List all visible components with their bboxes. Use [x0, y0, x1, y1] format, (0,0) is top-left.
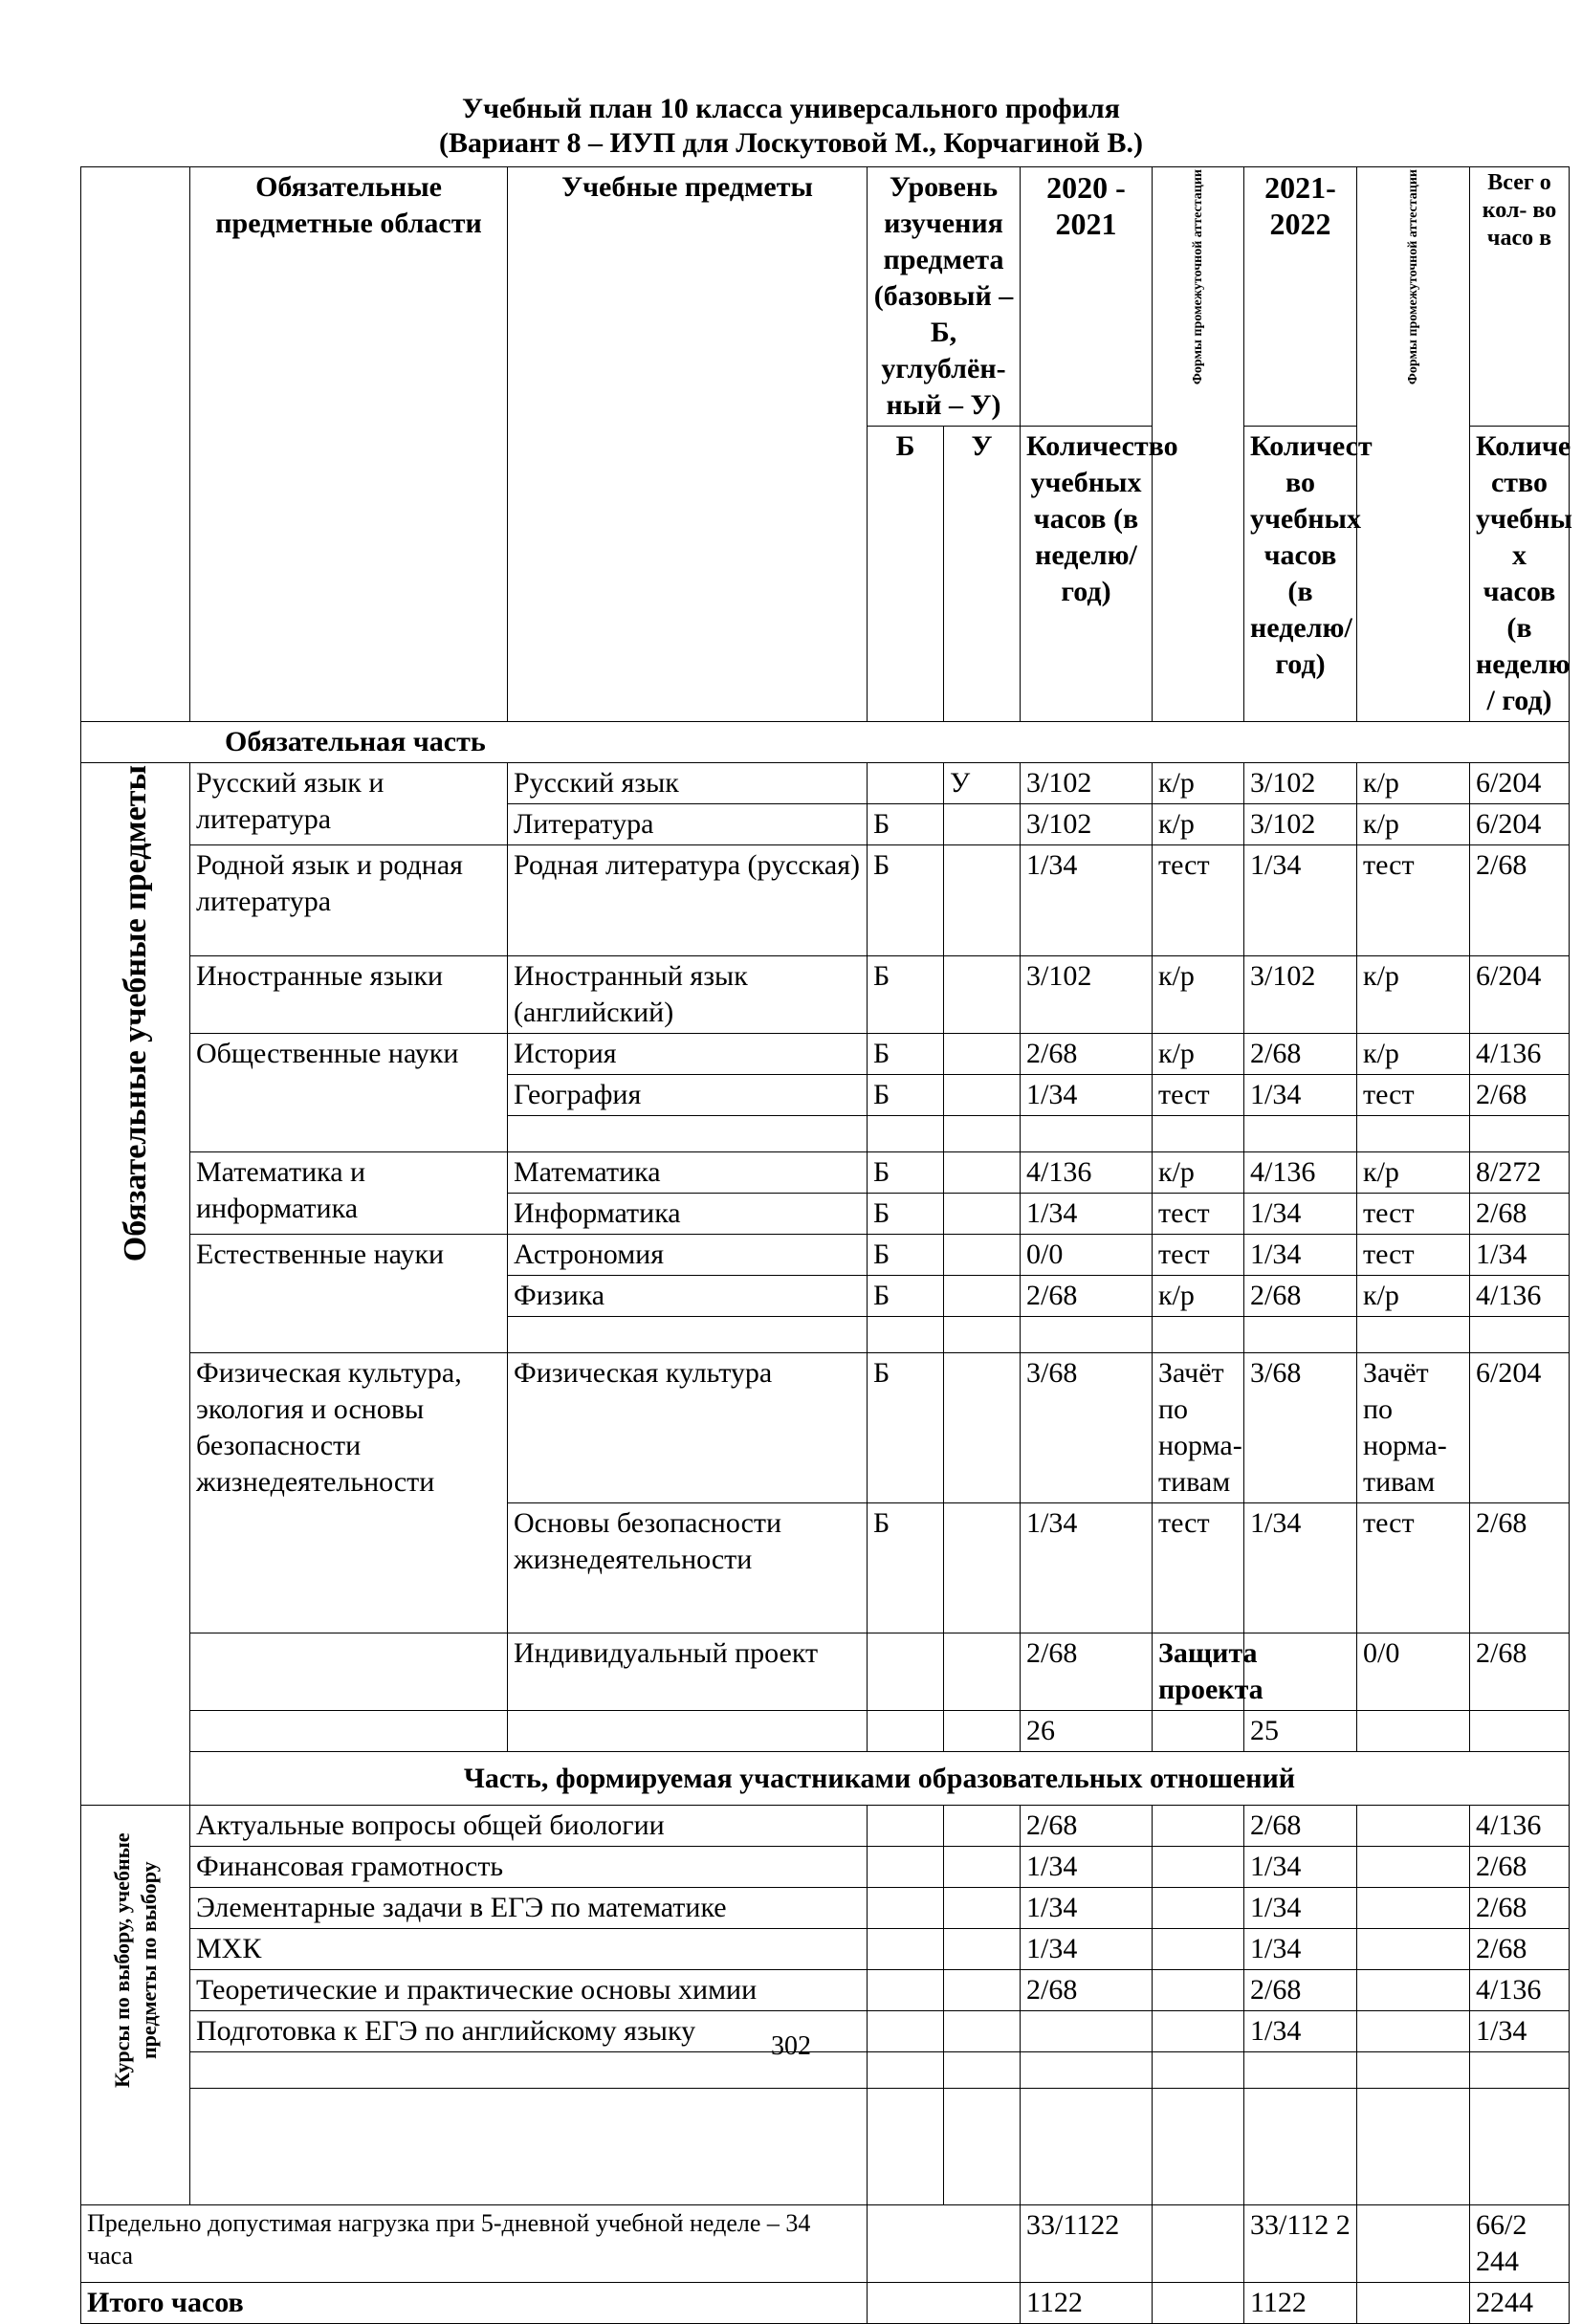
table-row: [81, 845, 1570, 956]
attest-1: Зачёт по норма- тивам: [1153, 1353, 1244, 1503]
elective-total: 1/34: [1470, 2011, 1570, 2052]
elective-total: 2/68: [1470, 1888, 1570, 1929]
section2-title: Часть, формируемая участниками образовательных отношений: [190, 1752, 1570, 1806]
elective-subject: МХК: [190, 1929, 868, 1970]
level-b: Б: [868, 956, 944, 1034]
hours-1: 3/102: [1021, 804, 1153, 845]
attest-1: к/р: [1153, 1152, 1244, 1194]
attest-2: к/р: [1357, 1276, 1470, 1317]
attest-2: к/р: [1357, 956, 1470, 1034]
elective-hours-2: 1/34: [1244, 1888, 1357, 1929]
area-native: Родной язык и родная литература: [190, 845, 508, 956]
page-title: [0, 92, 1582, 161]
header-u: У: [944, 427, 1021, 722]
attest-2: 0/0: [1357, 1633, 1470, 1711]
subject: Физическая культура: [508, 1353, 868, 1503]
attest-1: к/р: [1153, 763, 1244, 804]
page-number: 302: [771, 2031, 811, 2061]
hours-2: 1/34: [1244, 1503, 1357, 1633]
title-line-1: Учебный план 10 класса универсального профиля: [462, 93, 1120, 124]
hours-1: 4/136: [1021, 1152, 1153, 1194]
elective-hours-2: 1/34: [1244, 2011, 1357, 2052]
table-row: [81, 1888, 1570, 1929]
attest-2: тест: [1357, 1235, 1470, 1276]
attest-1: тест: [1153, 845, 1244, 956]
itog-1: 1122: [1021, 2283, 1153, 2324]
section2-vertical-label: [81, 1806, 190, 2205]
subject: Математика: [508, 1152, 868, 1194]
table-row: [81, 1152, 1570, 1194]
level-b: Б: [868, 1353, 944, 1503]
level-u: У: [944, 763, 1021, 804]
level-u: [944, 1503, 1021, 1633]
header-subjects: Учебные предметы: [508, 167, 868, 722]
hours-1: 1/34: [1021, 1075, 1153, 1116]
header-hours-total: Количе ство учебны х часов (в неделю / год): [1470, 427, 1570, 722]
subject: Индивидуальный проект: [508, 1633, 868, 1711]
attest-1: к/р: [1153, 1276, 1244, 1317]
header-areas: Обязательные предметные области: [190, 167, 508, 722]
hours-2: 3/102: [1244, 763, 1357, 804]
subject: Физика: [508, 1276, 868, 1317]
attest-1: к/р: [1153, 1034, 1244, 1075]
header-attest-2: [1357, 167, 1470, 722]
hours-1: 0/0: [1021, 1235, 1153, 1276]
hours-1: 2/68: [1021, 1034, 1153, 1075]
attest-2: Зачёт по норма- тивам: [1357, 1353, 1470, 1503]
hours-total: 6/204: [1470, 763, 1570, 804]
table-row: [81, 1929, 1570, 1970]
level-u: [944, 845, 1021, 956]
hours-total: 2/68: [1470, 1503, 1570, 1633]
header-b: Б: [868, 427, 944, 722]
section2-vertical-text: Курсы по выбору, учебные предметы по выбору: [109, 1832, 161, 2089]
elective-subject: Элементарные задачи в ЕГЭ по математике: [190, 1888, 868, 1929]
table-row: [81, 956, 1570, 1034]
elective-hours-1: 1/34: [1021, 1888, 1153, 1929]
hours-total: 4/136: [1470, 1276, 1570, 1317]
level-u: [944, 1152, 1021, 1194]
hours-total: 1/34: [1470, 1235, 1570, 1276]
subject: География: [508, 1075, 868, 1116]
attest-1: Защита проекта: [1153, 1633, 1244, 1711]
elective-subject: Актуальные вопросы общей биологии: [190, 1806, 868, 1847]
elective-subject: Теоретические и практические основы химии: [190, 1970, 868, 2011]
table-row: [81, 1970, 1570, 2011]
attest-2: к/р: [1357, 763, 1470, 804]
header-year2: 2021- 2022: [1244, 167, 1357, 427]
hours-total: 2/68: [1470, 1075, 1570, 1116]
level-b: Б: [868, 1503, 944, 1633]
table-row: [81, 1806, 1570, 1847]
level-u: [944, 1235, 1021, 1276]
header-hours-1: Количество учебных часов (в неделю/ год): [1021, 427, 1153, 722]
level-b: Б: [868, 804, 944, 845]
header-year1: 2020 - 2021: [1021, 167, 1153, 427]
hours-2: 2/68: [1244, 1034, 1357, 1075]
elective-total: 2/68: [1470, 1929, 1570, 1970]
header-attest-1-text: Формы промежуточной аттестации: [1190, 169, 1205, 385]
attest-2: тест: [1357, 1075, 1470, 1116]
hours-1: 1/34: [1021, 845, 1153, 956]
hours-1: 3/68: [1021, 1353, 1153, 1503]
elective-hours-1: 2/68: [1021, 1806, 1153, 1847]
max-load-total: 66/2 244: [1470, 2205, 1570, 2283]
level-b: Б: [868, 1034, 944, 1075]
attest-1: к/р: [1153, 956, 1244, 1034]
level-b: Б: [868, 1075, 944, 1116]
level-u: [944, 1034, 1021, 1075]
attest-1: тест: [1153, 1194, 1244, 1235]
hours-2: 4/136: [1244, 1152, 1357, 1194]
area-social: Общественные науки: [190, 1034, 508, 1152]
hours-2: 3/102: [1244, 804, 1357, 845]
table-row: [81, 1633, 1570, 1711]
attest-1: тест: [1153, 1503, 1244, 1633]
table-row: [81, 763, 1570, 804]
header-attest-2-text: Формы промежуточной аттестации: [1405, 169, 1420, 385]
level-b: Б: [868, 1276, 944, 1317]
level-u: [944, 1353, 1021, 1503]
table-row: [81, 1847, 1570, 1888]
hours-1: 2/68: [1021, 1276, 1153, 1317]
table-row: [81, 1235, 1570, 1276]
header-hours-2: Количест во учебных часов (в неделю/ год): [1244, 427, 1357, 722]
hours-total: 2/68: [1470, 1633, 1570, 1711]
itog-label: Итого часов: [81, 2283, 868, 2324]
subject: Литература: [508, 804, 868, 845]
elective-hours-2: 1/34: [1244, 1847, 1357, 1888]
hours-1: 3/102: [1021, 956, 1153, 1034]
subject: Основы безопасности жизнедеятельности: [508, 1503, 868, 1633]
header-total: Всег о кол- во часо в: [1470, 167, 1570, 427]
area-math: Математика и информатика: [190, 1152, 508, 1235]
hours-total: 8/272: [1470, 1152, 1570, 1194]
level-u: [944, 956, 1021, 1034]
section2-row: [81, 1752, 1570, 1806]
max-load-label: Предельно допустимая нагрузка при 5-дневной учебной неделе – 34 часа: [81, 2205, 868, 2283]
hours-2: 1/34: [1244, 845, 1357, 956]
header-blank: [81, 167, 190, 722]
hours-1: 1/34: [1021, 1194, 1153, 1235]
hours-2: 2/68: [1244, 1276, 1357, 1317]
subtotal-2: 25: [1244, 1711, 1357, 1752]
level-u: [944, 1194, 1021, 1235]
elective-total: 4/136: [1470, 1806, 1570, 1847]
area-blank: [190, 1633, 508, 1711]
hours-2: 3/102: [1244, 956, 1357, 1034]
table-row: [81, 1034, 1570, 1075]
hours-total: 6/204: [1470, 804, 1570, 845]
level-u: [944, 1633, 1021, 1711]
section1-vertical-text: Обязательные учебные предметы: [117, 765, 153, 1262]
hours-1: 3/102: [1021, 763, 1153, 804]
level-b: Б: [868, 1152, 944, 1194]
area-russian: Русский язык и литература: [190, 763, 508, 845]
hours-2: 3/68: [1244, 1353, 1357, 1503]
itog-row: [81, 2283, 1570, 2324]
itog-total: 2244: [1470, 2283, 1570, 2324]
elective-hours-2: 1/34: [1244, 1929, 1357, 1970]
section1-vertical-label: [81, 763, 190, 1806]
level-b: Б: [868, 1194, 944, 1235]
elective-subject: Подготовка к ЕГЭ по английскому языку: [190, 2011, 868, 2052]
hours-2: 1/34: [1244, 1075, 1357, 1116]
subject: Астрономия: [508, 1235, 868, 1276]
subtotal-1: 26: [1021, 1711, 1153, 1752]
attest-1: тест: [1153, 1075, 1244, 1116]
max-load-1: 33/1122: [1021, 2205, 1153, 2283]
elective-hours-2: 2/68: [1244, 1806, 1357, 1847]
table-row: [81, 1353, 1570, 1503]
elective-hours-1: 1/34: [1021, 1929, 1153, 1970]
elective-hours-2: 2/68: [1244, 1970, 1357, 2011]
attest-2: к/р: [1357, 804, 1470, 845]
area-natural: Естественные науки: [190, 1235, 508, 1353]
area-foreign: Иностранные языки: [190, 956, 508, 1034]
max-load-2: 33/112 2: [1244, 2205, 1357, 2283]
hours-total: 2/68: [1470, 1194, 1570, 1235]
attest-2: к/р: [1357, 1152, 1470, 1194]
elective-hours-1: 2/68: [1021, 1970, 1153, 2011]
itog-2: 1122: [1244, 2283, 1357, 2324]
header-row: [81, 167, 1570, 427]
level-b: Б: [868, 1235, 944, 1276]
curriculum-table: [80, 166, 1570, 2324]
subject: История: [508, 1034, 868, 1075]
level-b: [868, 1633, 944, 1711]
header-level: Уровень изучения предмета (базовый – Б, углублён-ный – У): [868, 167, 1021, 427]
hours-1: 2/68: [1021, 1633, 1153, 1711]
elective-total: 4/136: [1470, 1970, 1570, 2011]
subject: Информатика: [508, 1194, 868, 1235]
section1-row: [81, 722, 1570, 763]
hours-total: 4/136: [1470, 1034, 1570, 1075]
level-b: [868, 763, 944, 804]
hours-2: 1/34: [1244, 1194, 1357, 1235]
empty-row: [81, 2089, 1570, 2205]
attest-1: тест: [1153, 1235, 1244, 1276]
subject: Иностранный язык (английский): [508, 956, 868, 1034]
subject: Русский язык: [508, 763, 868, 804]
attest-1: к/р: [1153, 804, 1244, 845]
attest-2: тест: [1357, 845, 1470, 956]
area-pe: Физическая культура, экология и основы безопасности жизнедеятельности: [190, 1353, 508, 1633]
elective-total: 2/68: [1470, 1847, 1570, 1888]
attest-2: тест: [1357, 1194, 1470, 1235]
level-b: Б: [868, 845, 944, 956]
attest-2: к/р: [1357, 1034, 1470, 1075]
hours-1: 1/34: [1021, 1503, 1153, 1633]
level-u: [944, 1075, 1021, 1116]
hours-total: 2/68: [1470, 845, 1570, 956]
elective-hours-1: 1/34: [1021, 1847, 1153, 1888]
subtotal-row: [81, 1711, 1570, 1752]
hours-2: 1/34: [1244, 1235, 1357, 1276]
section1-title: Обязательная часть: [81, 722, 1570, 763]
title-line-2: (Вариант 8 – ИУП для Лоскутовой М., Корчагиной В.): [439, 127, 1143, 159]
subject: Родная литература (русская): [508, 845, 868, 956]
level-u: [944, 1276, 1021, 1317]
attest-2: тест: [1357, 1503, 1470, 1633]
max-load-row: [81, 2205, 1570, 2283]
level-u: [944, 804, 1021, 845]
hours-total: 6/204: [1470, 1353, 1570, 1503]
elective-subject: Финансовая грамотность: [190, 1847, 868, 1888]
hours-total: 6/204: [1470, 956, 1570, 1034]
